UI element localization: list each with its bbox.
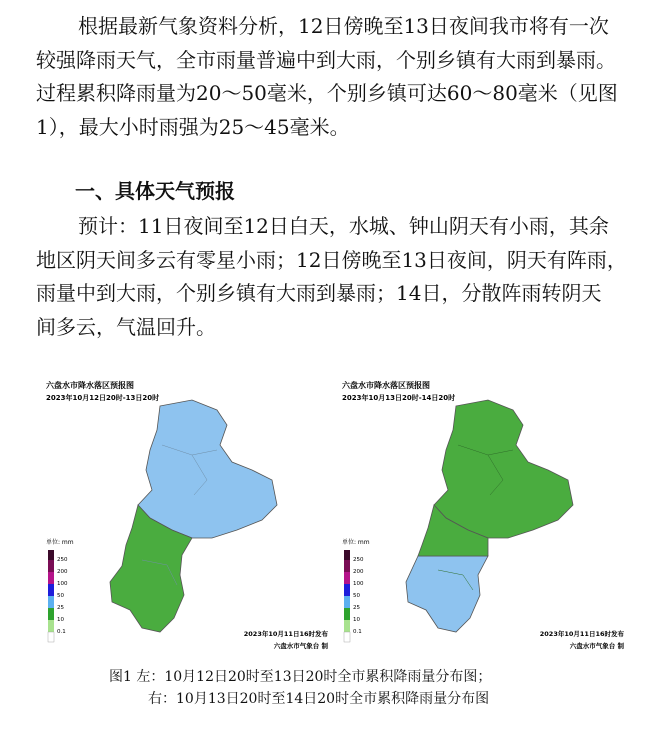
map-left-title: 六盘水市降水落区预报图 (46, 381, 134, 390)
svg-text:250: 250 (353, 557, 364, 563)
precip-map-right (338, 370, 628, 660)
figure-caption-line-2: 右：10月13日20时至14日20时全市累积降雨量分布图 (148, 691, 490, 707)
svg-text:0.1: 0.1 (353, 629, 362, 635)
svg-text:100: 100 (57, 581, 68, 587)
forecast-paragraph (36, 210, 636, 344)
svg-text:0.1: 0.1 (57, 629, 66, 635)
forecast-line-2: 地区阴天间多云有零星小雨；12日傍晚至13日夜间，阴天有阵雨， (36, 247, 627, 272)
svg-text:10: 10 (57, 617, 64, 623)
svg-text:250: 250 (57, 557, 68, 563)
svg-text:25: 25 (57, 605, 64, 611)
intro-line-4: 1），最大小时雨强为25～45毫米。 (36, 114, 350, 139)
svg-text:100: 100 (353, 581, 364, 587)
forecast-line-4: 间多云，气温回升。 (36, 314, 216, 339)
map-left-legend (48, 550, 68, 642)
intro-line-2: 较强降雨天气，全市雨量普遍中到大雨，个别乡镇有大雨到暴雨。 (36, 47, 616, 72)
forecast-line-3: 雨量中到大雨，个别乡镇有大雨到暴雨；14日，分散阵雨转阴天 (36, 281, 602, 305)
svg-text:50: 50 (353, 593, 360, 599)
map-right-agency: 六盘水市气象台 制 (569, 642, 624, 650)
map-right-blue-region (406, 556, 488, 632)
map-left-agency: 六盘水市气象台 制 (273, 642, 328, 650)
precip-map-left (42, 370, 332, 660)
map-right-title: 六盘水市降水落区预报图 (342, 381, 430, 390)
intro-paragraph (36, 10, 636, 144)
svg-text:25: 25 (353, 605, 360, 611)
svg-text:200: 200 (57, 569, 68, 575)
intro-line-3: 过程累积降雨量为20～50毫米，个别乡镇可达60～80毫米（见图 (36, 81, 618, 105)
map-right-legend-unit: 单位: mm (342, 539, 370, 546)
map-right-green-region (434, 400, 573, 538)
map-left-period: 2023年10月12日20时-13日20时 (46, 394, 160, 402)
map-right-issued: 2023年10月11日16时发布 (539, 630, 624, 638)
svg-text:200: 200 (353, 569, 364, 575)
section-heading: 一、具体天气预报 (75, 179, 235, 203)
svg-text:50: 50 (57, 593, 64, 599)
map-right-legend (344, 550, 364, 642)
svg-text:10: 10 (353, 617, 360, 623)
figure-caption-line-1: 图1 左：10月12日20时至13日20时全市累积降雨量分布图； (109, 669, 492, 685)
map-right-period: 2023年10月13日20时-14日20时 (342, 394, 456, 402)
map-left-legend-unit: 单位: mm (46, 539, 74, 546)
map-left-issued: 2023年10月11日16时发布 (243, 630, 328, 638)
intro-line-1: 根据最新气象资料分析，12日傍晚至13日夜间我市将有一次 (78, 14, 609, 38)
forecast-line-1: 预计：11日夜间至12日白天，水城、钟山阴天有小雨，其余 (78, 214, 609, 238)
map-left-blue-region (138, 400, 277, 538)
